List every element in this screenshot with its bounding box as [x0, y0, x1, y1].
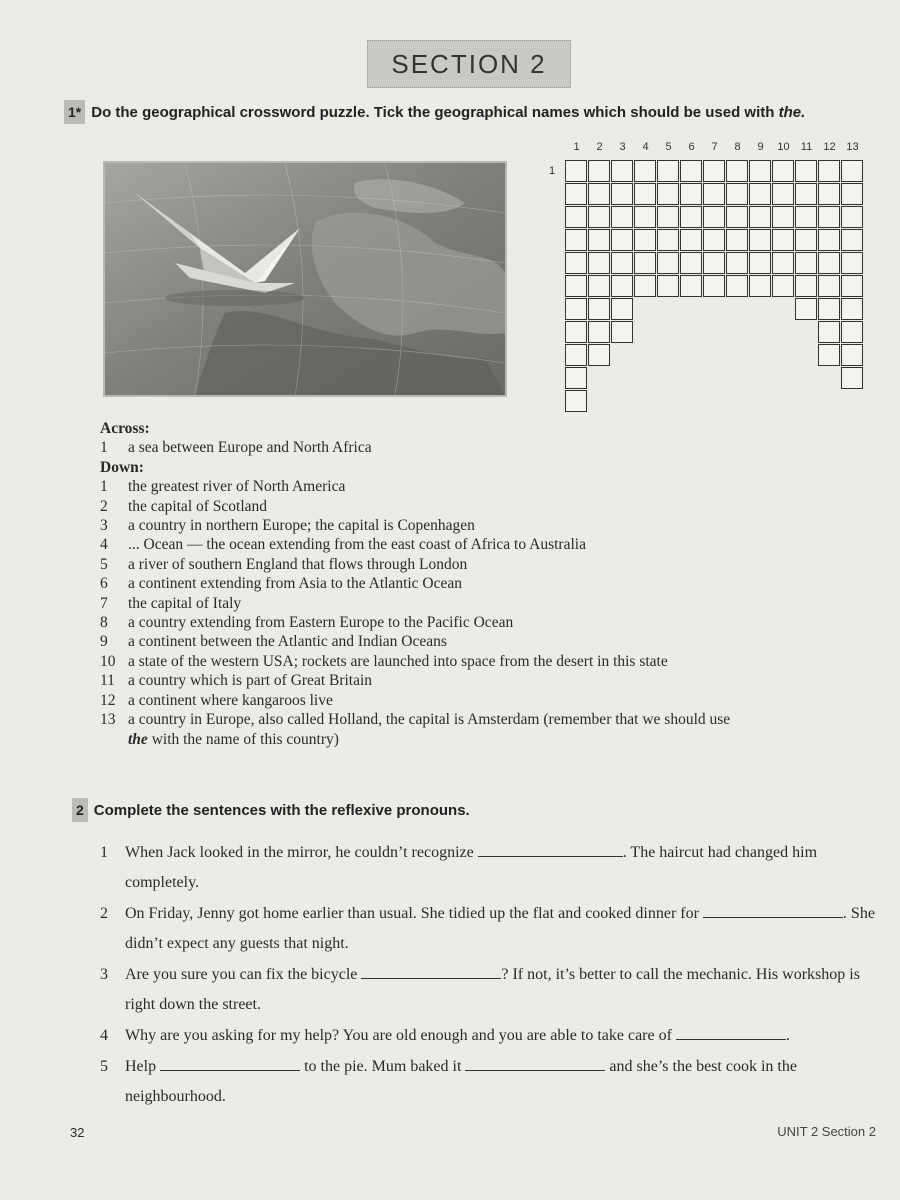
crossword-cell[interactable]	[772, 252, 794, 274]
crossword-cell[interactable]	[841, 183, 863, 205]
crossword-cell[interactable]	[588, 252, 610, 274]
clue-number: 10	[100, 652, 116, 670]
task-2-heading	[72, 798, 470, 822]
crossword-cell[interactable]	[818, 275, 840, 297]
answer-blank[interactable]	[361, 964, 501, 979]
crossword-cell[interactable]	[772, 229, 794, 251]
crossword-cell[interactable]	[726, 160, 748, 182]
task-1-number: 1*	[64, 100, 85, 124]
crossword-cell[interactable]	[703, 229, 725, 251]
clue-number: 2	[100, 497, 108, 515]
crossword-cell[interactable]	[634, 252, 656, 274]
across-clue	[100, 438, 880, 457]
task-2-number: 2	[72, 798, 88, 822]
task-1-instruction-text: Do the geographical crossword puzzle. Tick the geographical names which should be used with	[91, 103, 779, 121]
crossword-cell[interactable]	[795, 252, 817, 274]
clue-text: a continent between the Atlantic and Indian Oceans	[128, 633, 447, 651]
crossword-cell[interactable]	[565, 252, 587, 274]
crossword-cell[interactable]	[841, 344, 863, 366]
down-clue	[100, 574, 880, 593]
column-number: 3	[619, 141, 626, 153]
column-number: 5	[665, 141, 672, 153]
paper-boat-map-illustration	[105, 163, 505, 395]
crossword-cell[interactable]	[795, 183, 817, 205]
crossword-cell[interactable]	[841, 275, 863, 297]
crossword-cell[interactable]	[657, 229, 679, 251]
crossword-cell[interactable]	[588, 206, 610, 228]
crossword-cell[interactable]	[680, 275, 702, 297]
column-number: 4	[642, 141, 649, 153]
crossword-cell[interactable]	[818, 206, 840, 228]
clue-text: a country which is part of Great Britain	[128, 672, 373, 690]
crossword-cell[interactable]	[772, 183, 794, 205]
crossword-row-number: 1	[549, 165, 556, 177]
crossword-cell[interactable]	[818, 252, 840, 274]
crossword-cell[interactable]	[818, 160, 840, 182]
crossword-clues	[100, 419, 880, 749]
crossword-cell[interactable]	[634, 206, 656, 228]
crossword-cell[interactable]	[818, 321, 840, 343]
crossword-cell[interactable]	[680, 160, 702, 182]
clue-text	[128, 710, 880, 749]
down-clue	[100, 516, 880, 535]
crossword-cell[interactable]	[726, 252, 748, 274]
page-number: 32	[70, 1125, 85, 1140]
crossword-cell[interactable]	[657, 252, 679, 274]
crossword-cell[interactable]	[726, 206, 748, 228]
sentence-number: 4	[100, 1027, 108, 1044]
down-clue	[100, 632, 880, 651]
crossword-cell[interactable]	[703, 183, 725, 205]
crossword-cell[interactable]	[726, 183, 748, 205]
crossword-cell[interactable]	[772, 275, 794, 297]
crossword-cell[interactable]	[680, 229, 702, 251]
crossword-cell[interactable]	[818, 298, 840, 320]
crossword-cell[interactable]	[657, 183, 679, 205]
crossword-cell[interactable]	[841, 252, 863, 274]
crossword-cell[interactable]	[749, 229, 771, 251]
crossword-cell[interactable]	[680, 183, 702, 205]
crossword-cell[interactable]	[634, 183, 656, 205]
down-clue	[100, 710, 880, 749]
crossword-cell[interactable]	[841, 367, 863, 389]
down-clue	[100, 594, 880, 613]
clue-text-continuation: with the name of this country)	[147, 730, 339, 748]
crossword-cell[interactable]	[749, 275, 771, 297]
crossword-cell[interactable]	[611, 229, 633, 251]
task-2-instruction: Complete the sentences with the reflexive pronouns.	[93, 801, 470, 819]
crossword-cell[interactable]	[588, 183, 610, 205]
answer-blank[interactable]	[676, 1025, 786, 1040]
answer-blank[interactable]	[160, 1056, 300, 1071]
down-clue	[100, 671, 880, 690]
answer-blank[interactable]	[465, 1056, 605, 1071]
crossword-cell[interactable]	[611, 183, 633, 205]
crossword-cell[interactable]	[588, 298, 610, 320]
clue-number: 12	[100, 691, 116, 709]
sentence-part: to the pie. Mum baked it	[300, 1058, 466, 1075]
clue-number: 8	[100, 614, 108, 632]
sentence-text	[125, 1052, 880, 1112]
clue-text: the capital of Scotland	[128, 497, 268, 515]
column-number: 7	[711, 141, 718, 153]
crossword-cell[interactable]	[565, 298, 587, 320]
down-clue	[100, 555, 880, 574]
crossword-cell[interactable]	[588, 321, 610, 343]
reflexive-sentences	[100, 838, 880, 1113]
sentence-item	[100, 899, 880, 959]
clue-text: the capital of Italy	[128, 594, 242, 612]
sentence-part: Help	[125, 1058, 161, 1075]
crossword-cell[interactable]	[680, 206, 702, 228]
sentence-item	[100, 1052, 880, 1112]
crossword-cell[interactable]	[818, 183, 840, 205]
crossword-cell[interactable]	[818, 229, 840, 251]
sentence-part: Are you sure you can fix the bicycle	[125, 966, 362, 983]
column-number: 8	[734, 141, 741, 153]
clue-text: the greatest river of North America	[128, 478, 346, 496]
down-clue	[100, 613, 880, 632]
crossword-cell[interactable]	[565, 160, 587, 182]
paper-boat-map-photo	[103, 161, 507, 397]
crossword-cell[interactable]	[565, 183, 587, 205]
clue-text: a country extending from Eastern Europe to the Pacific Ocean	[128, 614, 514, 632]
crossword-cell[interactable]	[680, 252, 702, 274]
crossword-cell[interactable]	[841, 321, 863, 343]
crossword-cell[interactable]	[611, 160, 633, 182]
crossword-cell[interactable]	[565, 390, 587, 412]
across-heading: Across:	[100, 420, 150, 437]
sentence-part: and she’s the best cook in the neighbourhood.	[125, 1058, 797, 1105]
crossword-cell[interactable]	[565, 206, 587, 228]
sentence-part: Why are you asking for my help? You are old enough and you are able to take care of	[125, 1027, 676, 1044]
sentence-item	[100, 960, 880, 1020]
clue-number: 3	[100, 517, 108, 535]
clue-number: 1	[100, 439, 108, 457]
clue-number: 13	[100, 711, 116, 729]
clue-number: 1	[100, 478, 108, 496]
column-number: 13	[846, 141, 859, 153]
crossword-cell[interactable]	[818, 344, 840, 366]
crossword-cell[interactable]	[841, 298, 863, 320]
sentence-part: . The haircut had changed him completely.	[125, 844, 818, 891]
sentence-text	[125, 899, 880, 959]
crossword-cell[interactable]	[841, 229, 863, 251]
column-number: 9	[757, 141, 764, 153]
crossword-cell[interactable]	[611, 206, 633, 228]
crossword-cell[interactable]	[841, 160, 863, 182]
column-number: 6	[688, 141, 695, 153]
crossword-cell[interactable]	[565, 321, 587, 343]
crossword-cell[interactable]	[634, 275, 656, 297]
crossword-cell[interactable]	[588, 229, 610, 251]
down-clue	[100, 652, 880, 671]
clue-text: ... Ocean — the ocean extending from the east coast of Africa to Australia	[128, 536, 586, 554]
crossword-cell[interactable]	[611, 321, 633, 343]
crossword-cell[interactable]	[611, 298, 633, 320]
crossword-cell[interactable]	[795, 160, 817, 182]
down-clue	[100, 691, 880, 710]
clue-number: 6	[100, 575, 108, 593]
crossword-cell[interactable]	[634, 229, 656, 251]
clue-number: 9	[100, 633, 108, 651]
sentence-number: 3	[100, 966, 108, 983]
crossword-cell[interactable]	[772, 206, 794, 228]
answer-blank[interactable]	[703, 903, 843, 918]
clue-text: a continent extending from Asia to the Atlantic Ocean	[128, 575, 463, 593]
crossword-cell[interactable]	[749, 183, 771, 205]
column-number: 11	[800, 141, 813, 153]
crossword-cell[interactable]	[726, 229, 748, 251]
sentence-text	[125, 838, 880, 898]
crossword-cell[interactable]	[588, 344, 610, 366]
answer-blank[interactable]	[478, 842, 623, 857]
crossword-cell[interactable]	[565, 344, 587, 366]
sentence-number: 5	[100, 1058, 108, 1075]
crossword-cell[interactable]	[749, 160, 771, 182]
crossword-cell[interactable]	[657, 160, 679, 182]
down-clue	[100, 497, 880, 516]
section-banner: SECTION 2	[367, 40, 571, 88]
sentence-part: . She didn’t expect any guests that night.	[125, 905, 875, 952]
crossword-cell[interactable]	[588, 160, 610, 182]
crossword-cell[interactable]	[703, 275, 725, 297]
sentence-part: .	[785, 1027, 790, 1044]
column-number: 2	[596, 141, 603, 153]
sentence-number: 2	[100, 905, 108, 922]
clue-number: 5	[100, 555, 108, 573]
sentence-text	[125, 960, 880, 1020]
clue-number: 7	[100, 594, 108, 612]
clue-text: a river of southern England that flows through London	[128, 555, 468, 573]
sentence-item	[100, 1021, 880, 1051]
task-1-heading	[64, 100, 805, 124]
clue-text: a sea between Europe and North Africa	[128, 439, 372, 457]
crossword-cell[interactable]	[657, 206, 679, 228]
crossword-cell[interactable]	[657, 275, 679, 297]
crossword-cell[interactable]	[795, 229, 817, 251]
crossword-cell[interactable]	[726, 275, 748, 297]
crossword-cell[interactable]	[749, 206, 771, 228]
crossword-cell[interactable]	[634, 160, 656, 182]
clue-text: a state of the western USA; rockets are launched into space from the desert in this state	[128, 652, 668, 670]
sentence-text	[125, 1021, 880, 1051]
clue-number: 4	[100, 536, 108, 554]
down-clue	[100, 477, 880, 496]
down-clue	[100, 535, 880, 554]
clue-text-main: a country in Europe, also called Holland, the capital is Amsterdam (remember that we should use	[128, 711, 731, 729]
crossword-cell[interactable]	[611, 275, 633, 297]
crossword-cell[interactable]	[841, 206, 863, 228]
clue-text-emphasis: the	[128, 730, 148, 748]
sentence-part: When Jack looked in the mirror, he couldn’t recognize	[125, 844, 478, 861]
crossword-cell[interactable]	[703, 206, 725, 228]
sentence-part: ? If not, it’s better to call the mechanic. His workshop is right down the street.	[125, 966, 860, 1013]
crossword-cell[interactable]	[588, 275, 610, 297]
column-number: 10	[777, 141, 790, 153]
crossword-cell[interactable]	[772, 160, 794, 182]
crossword-cell[interactable]	[795, 275, 817, 297]
task-1-instruction	[91, 104, 805, 121]
crossword-cell[interactable]	[565, 367, 587, 389]
running-footer: UNIT 2 Section 2	[777, 1124, 876, 1139]
crossword-cell[interactable]	[565, 275, 587, 297]
column-number: 1	[573, 141, 580, 153]
crossword-cell[interactable]	[703, 252, 725, 274]
column-number: 12	[823, 141, 836, 153]
clue-text: a continent where kangaroos live	[128, 691, 333, 709]
crossword-cell[interactable]	[703, 160, 725, 182]
crossword-cell[interactable]	[749, 252, 771, 274]
task-1-instruction-emphasis: the.	[778, 103, 806, 121]
sentence-part: On Friday, Jenny got home earlier than usual. She tidied up the flat and cooked dinner for	[125, 905, 703, 922]
crossword-cell[interactable]	[611, 252, 633, 274]
down-heading: Down:	[100, 458, 144, 476]
crossword-cell[interactable]	[795, 206, 817, 228]
sentence-number: 1	[100, 844, 108, 861]
clue-text: a country in northern Europe; the capital is Copenhagen	[128, 517, 475, 535]
crossword-cell[interactable]	[565, 229, 587, 251]
clue-number: 11	[100, 672, 115, 690]
crossword-cell[interactable]	[795, 298, 817, 320]
sentence-item	[100, 838, 880, 898]
